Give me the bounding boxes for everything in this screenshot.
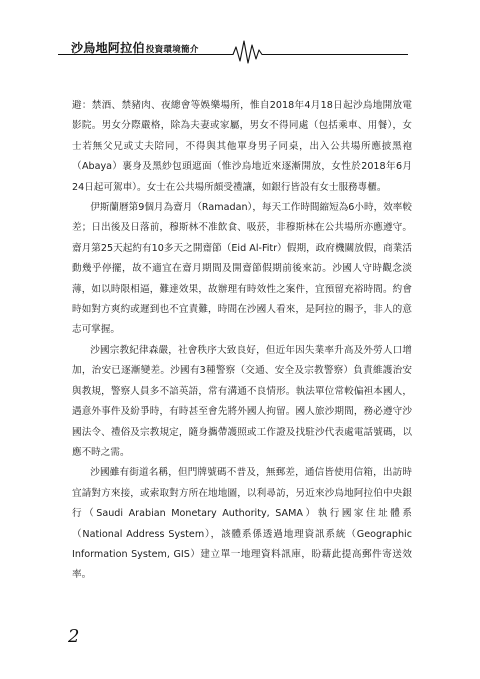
page-number: 2: [68, 626, 80, 647]
header-title-main: 沙烏地阿拉伯: [71, 41, 145, 55]
running-header: [0, 0, 480, 70]
paragraph: 避：禁酒、禁豬肉、夜總會等娛樂場所，惟自2018年4月18日起沙烏地開放電影院。男女分際嚴格，除為夫妻或家屬，男女不得同處（包括乘車、用餐），女士若無父兄或丈夫陪同，不得與其他單身男子同桌，出入公共場所應披黑袍（Abaya）裹身及黑紗包頭遮面（惟沙烏地近來逐漸開放，女性於2018年6月24日起可駕車）。女士在公共場所頗受禮讓，如銀行皆設有女士服務專櫃。: [72, 100, 412, 193]
body-text: [72, 96, 412, 586]
paragraph: 沙國宗教紀律森嚴，社會秩序大致良好，但近年因失業率升高及外勞人口增加，治安已逐漸變差。沙國有3種警察（交通、安全及宗教警察）負責維護治安與教規，警察人員多不諳英語，常有溝通不良情形。執法單位常較偏袒本國人，遇意外事件及紛爭時，有時甚至會先將外國人拘留。國人旅沙期間，務必遵守沙國法令、禮俗及宗教規定，隨身攜帶護照或工作證及找駐沙代表處電話號碼，以應不時之需。: [72, 344, 412, 458]
paragraph: 沙國雖有街道名稱，但門牌號碼不普及，無郵差，通信皆使用信箱，出訪時宜請對方來接，或索取對方所在地地圖，以利尋訪，另近來沙烏地阿拉伯中央銀行（Saudi Arabian Monetary Authority, SAMA）執行國家住址體系（National Address System），該體系係透過地理資訊系統（Geographic Information System, GIS）建立單一地理資料訊庫，盼藉此提高郵件寄送效率。: [72, 467, 412, 581]
paragraph: 伊斯蘭曆第9個月為齋月（Ramadan），每天工作時間縮短為6小時，效率較差；日出後及日落前，穆斯林不准飲食、吸菸，非穆斯林在公共場所亦應遵守。齋月第25天起約有10多天之開齋節（Eid Al-Fitr）假期，政府機關放假，商業活動幾乎停擺，故不適宜在齋月期間及開齋節假期前後來訪。沙國人守時觀念淡薄，如以時限相逼，難達效果，故辦理有時效性之案件，宜預留充裕時間。約會時如對方爽約或遲到也不宜責難，時間在沙國人看來，是阿拉的賜予，非人的意志可掌握。: [72, 202, 412, 336]
header-title: [71, 39, 199, 56]
header-rule-graphic: [0, 0, 480, 70]
header-title-sub: 投資環境簡介: [145, 45, 199, 55]
